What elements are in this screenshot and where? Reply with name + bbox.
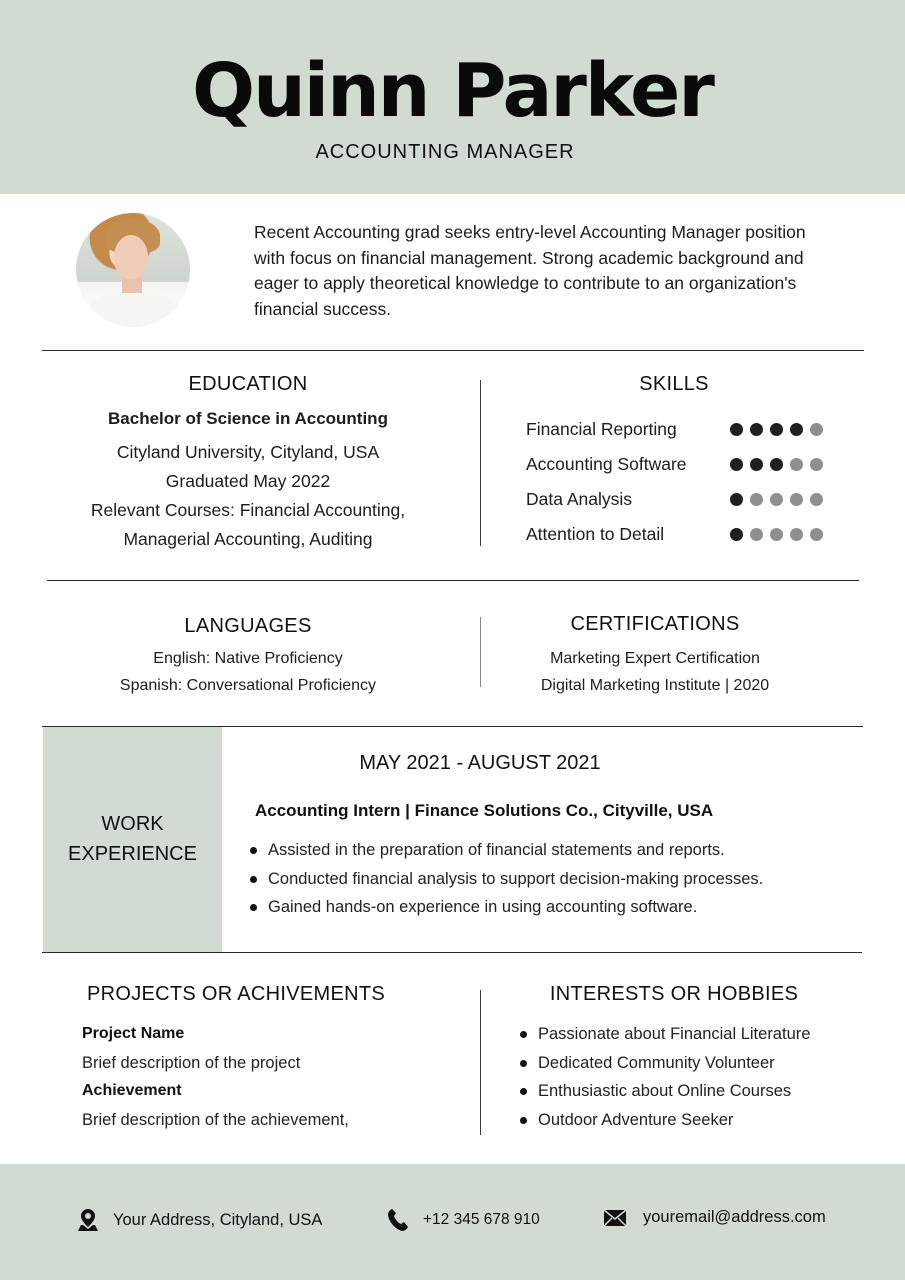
avatar	[76, 213, 190, 327]
projects-section	[82, 1020, 349, 1134]
list-item: Enthusiastic about Online Courses	[520, 1077, 810, 1106]
address-text: Your Address, Cityland, USA	[113, 1210, 323, 1229]
degree: Bachelor of Science in Accounting	[108, 409, 388, 428]
skill-rating	[730, 493, 823, 506]
list-item: Dedicated Community Volunteer	[520, 1049, 810, 1078]
skills-heading: SKILLS	[639, 373, 709, 395]
achievement-name: Achievement	[82, 1082, 182, 1099]
divider	[480, 617, 481, 687]
job-title: ACCOUNTING MANAGER	[315, 141, 575, 163]
education-line: Cityland University, Cityland, USA	[116, 442, 380, 462]
interests-list	[520, 1020, 810, 1134]
certification-item: Marketing Expert Certification	[550, 650, 760, 667]
certifications-section	[485, 645, 825, 699]
work-experience-sidebar	[43, 727, 222, 952]
education-line: Relevant Courses: Financial Accounting,	[90, 500, 406, 520]
skill-item	[526, 412, 826, 447]
divider	[47, 580, 859, 581]
skill-item	[526, 482, 826, 517]
work-bullets	[250, 836, 763, 922]
education-heading: EDUCATION	[188, 373, 308, 395]
project-description: Brief description of the project	[82, 1053, 301, 1072]
header-banner	[0, 0, 905, 194]
work-date-range: MAY 2021 - AUGUST 2021	[359, 752, 601, 774]
contact-phone	[387, 1208, 540, 1232]
envelope-icon	[603, 1209, 627, 1227]
skill-item	[526, 517, 826, 552]
profile-summary: Recent Accounting grad seeks entry-level Accounting Manager position with focus on financial management. Strong academic background and eager to apply theoretical knowledge to contribute to an organization's financial success.	[254, 222, 806, 319]
education-line: Managerial Accounting, Auditing	[123, 529, 373, 549]
skill-name: Data Analysis	[526, 489, 633, 509]
list-item: Outdoor Adventure Seeker	[520, 1106, 810, 1135]
skill-rating	[730, 458, 823, 471]
skill-rating	[730, 528, 823, 541]
language-item: Spanish: Conversational Proficiency	[119, 677, 377, 694]
language-item: English: Native Proficiency	[153, 650, 343, 667]
email-text: youremail@address.com	[643, 1208, 826, 1226]
map-pin-icon	[77, 1208, 99, 1232]
certification-item: Digital Marketing Institute | 2020	[540, 677, 770, 694]
candidate-name: Quinn Parker	[192, 48, 713, 134]
languages-heading: LANGUAGES	[184, 615, 312, 637]
achievement-description: Brief description of the achievement,	[82, 1110, 349, 1129]
certifications-heading: CERTIFICATIONS	[570, 613, 740, 635]
interests-heading: INTERESTS OR HOBBIES	[549, 983, 799, 1005]
contact-address	[77, 1208, 322, 1232]
divider	[42, 952, 862, 953]
list-item: Assisted in the preparation of financial statements and reports.	[250, 836, 763, 865]
project-name: Project Name	[82, 1025, 185, 1042]
skill-item	[526, 447, 826, 482]
skills-list	[526, 412, 826, 552]
list-item: Passionate about Financial Literature	[520, 1020, 810, 1049]
projects-heading: PROJECTS OR ACHIVEMENTS	[86, 983, 386, 1005]
divider	[480, 380, 481, 546]
skill-name: Financial Reporting	[526, 419, 677, 439]
work-experience-heading: WORK EXPERIENCE	[68, 813, 197, 865]
contact-email	[603, 1208, 826, 1227]
skill-name: Accounting Software	[526, 454, 687, 474]
education-line: Graduated May 2022	[165, 471, 331, 491]
skill-rating	[730, 423, 823, 436]
divider	[480, 990, 481, 1135]
list-item: Conducted financial analysis to support decision-making processes.	[250, 865, 763, 894]
divider	[42, 350, 864, 351]
languages-section	[48, 645, 448, 699]
education-section	[48, 409, 448, 554]
skill-name: Attention to Detail	[526, 524, 665, 544]
list-item: Gained hands-on experience in using accounting software.	[250, 893, 763, 922]
work-position: Accounting Intern | Finance Solutions Co., Cityville, USA	[255, 801, 714, 820]
phone-icon	[387, 1208, 409, 1232]
phone-text: +12 345 678 910	[423, 1211, 540, 1228]
